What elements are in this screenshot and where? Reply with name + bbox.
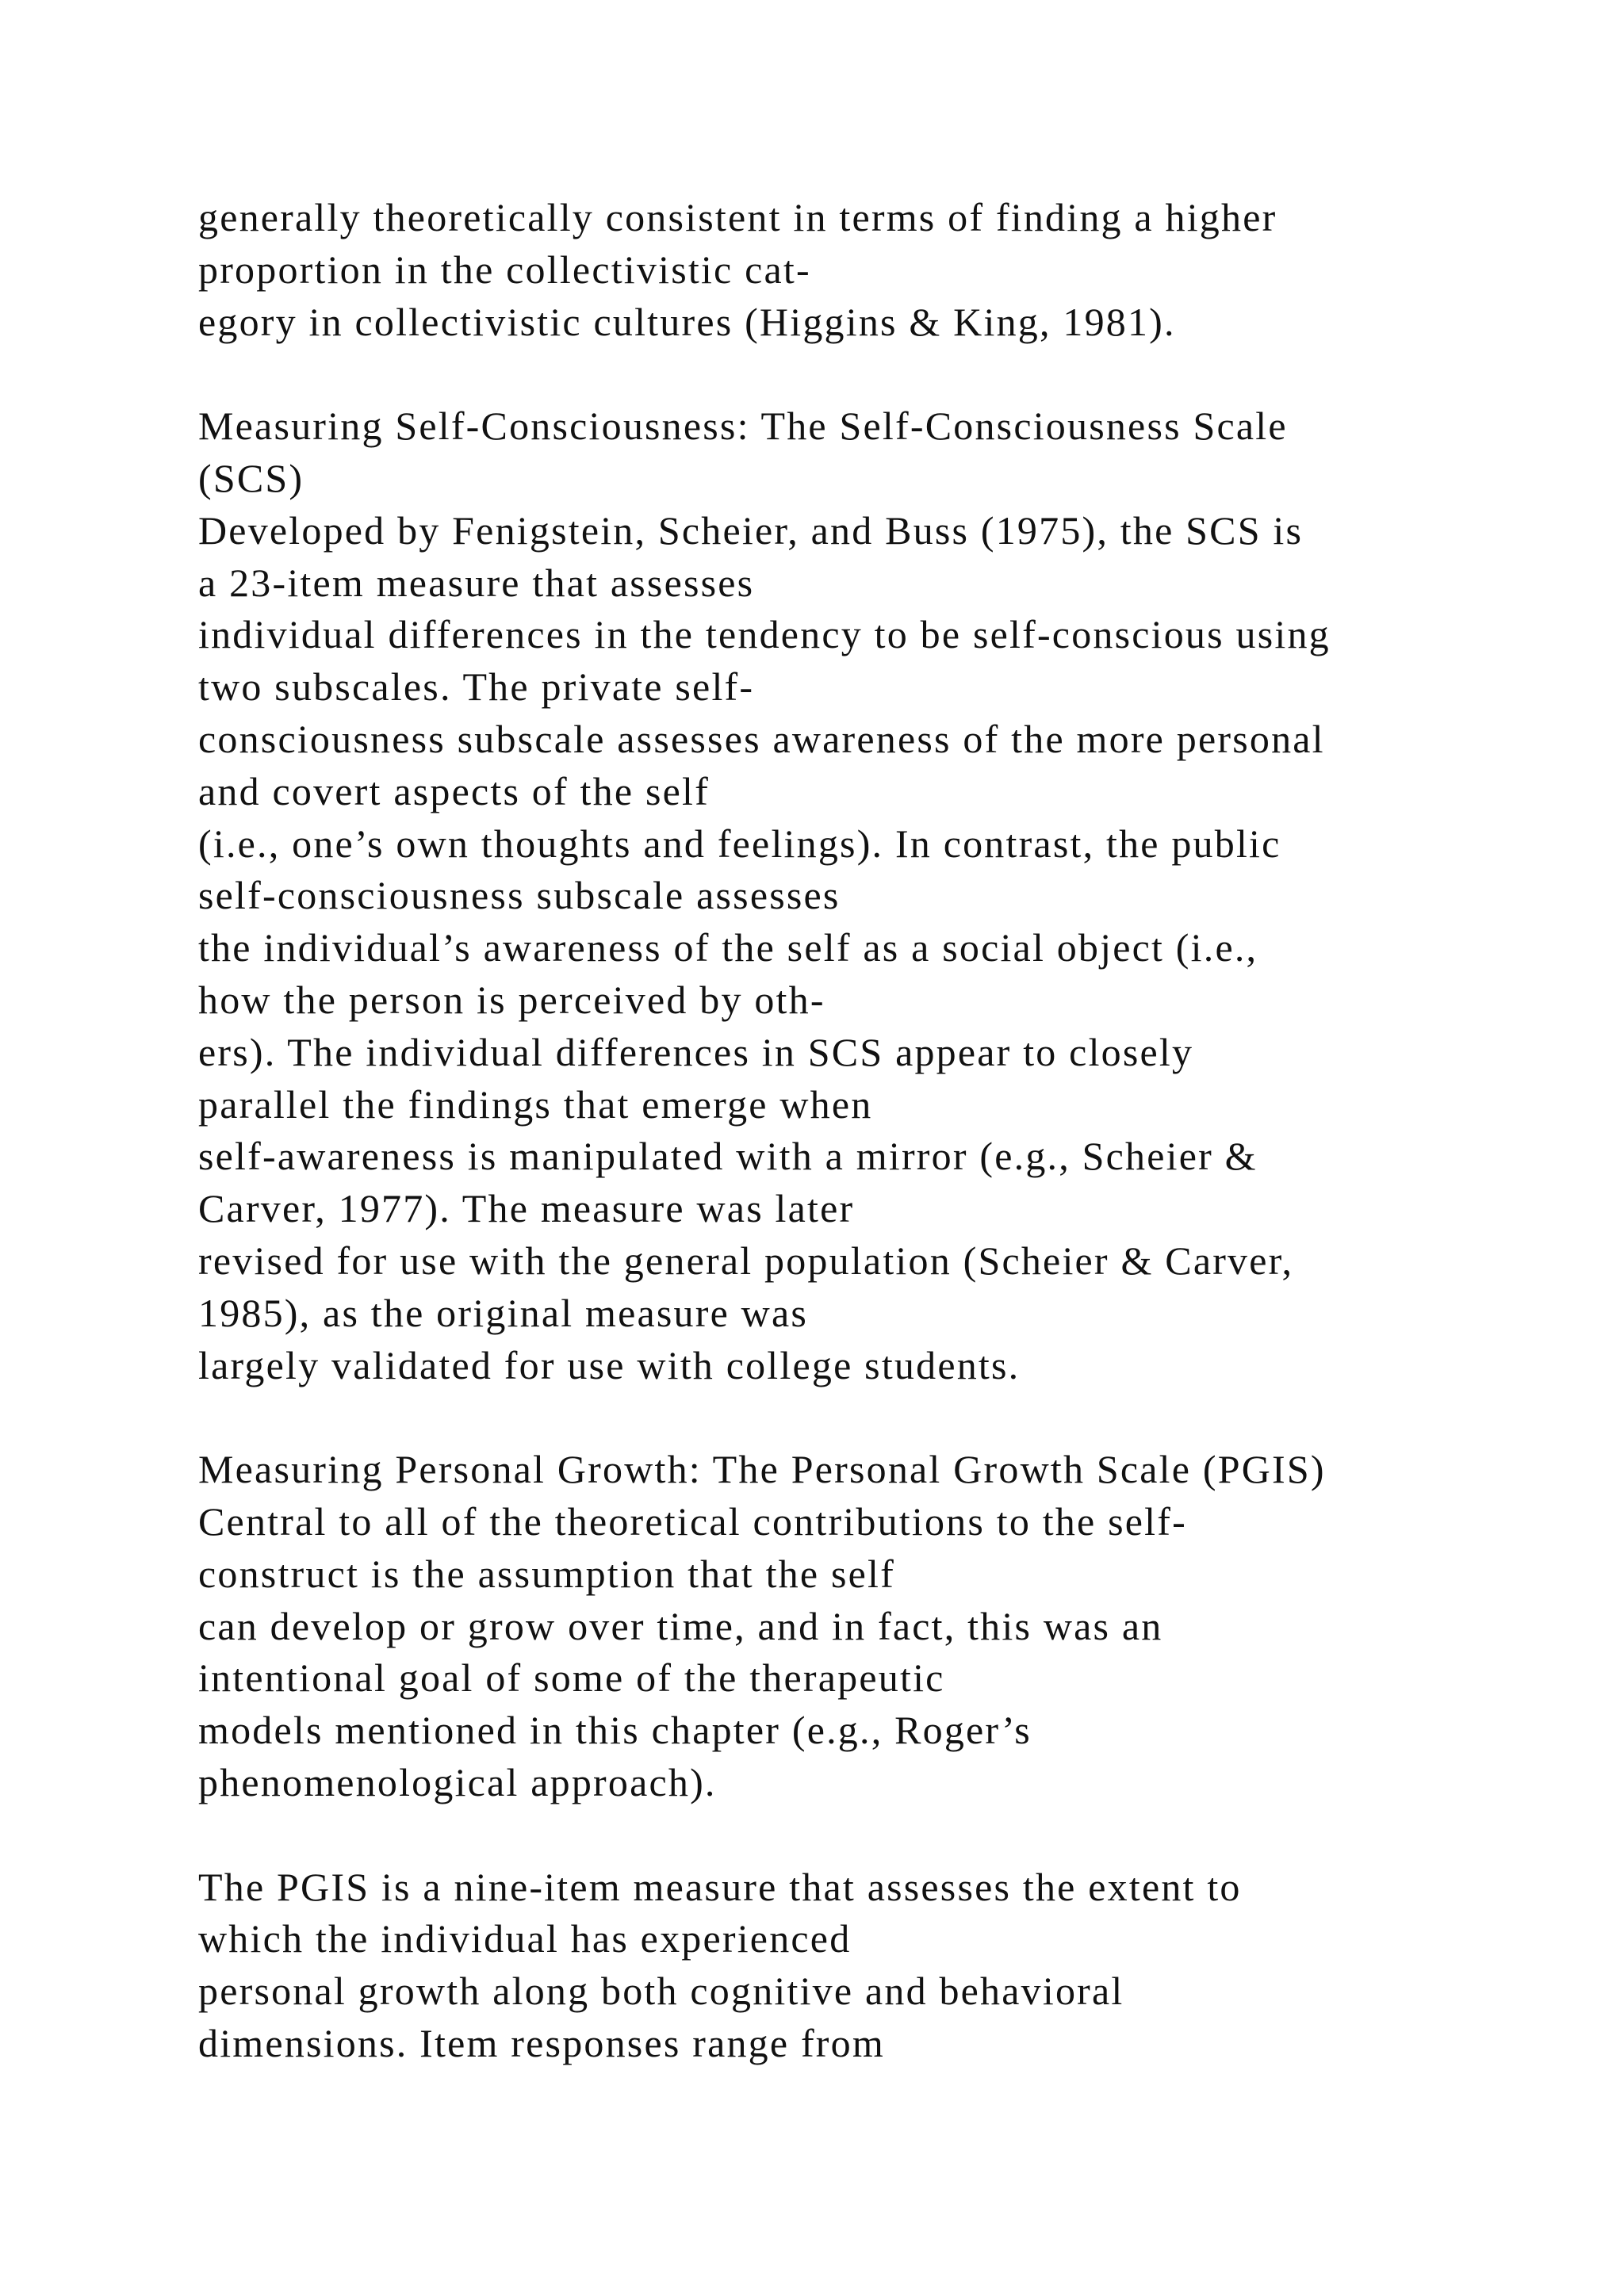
text-line: Carver, 1977). The measure was later — [198, 1186, 855, 1231]
text-line: 1985), as the original measure was — [198, 1290, 809, 1335]
text-line: dimensions. Item responses range from — [198, 2020, 885, 2065]
text-line: the individual’s awareness of the self as a social object (i.e., — [198, 925, 1258, 970]
text-line: construct is the assumption that the self — [198, 1551, 895, 1596]
section-heading-line: Measuring Self-Consciousness: The Self-Consciousness Scale — [198, 404, 1288, 449]
text-line: largely validated for use with college students. — [198, 1342, 1021, 1387]
text-line: personal growth along both cognitive and behavioral — [198, 1969, 1124, 2014]
document-body — [198, 192, 1546, 2070]
text-line: how the person is perceived by oth- — [198, 977, 825, 1022]
text-line: egory in collectivistic cultures (Higgins & King, 1981). — [198, 299, 1176, 344]
text-line: and covert aspects of the self — [198, 768, 710, 813]
text-line: revised for use with the general population (Scheier & Carver, — [198, 1238, 1294, 1283]
text-line: can develop or grow over time, and in fact, this was an — [198, 1603, 1163, 1648]
text-line: a 23-item measure that assesses — [198, 560, 755, 605]
section-heading-line: (SCS) — [198, 455, 304, 500]
text-line: Developed by Fenigstein, Scheier, and Buss (1975), the SCS is — [198, 507, 1304, 553]
text-line: (i.e., one’s own thoughts and feelings). In contrast, the public — [198, 821, 1281, 866]
paragraph-pgis-description — [198, 1862, 1546, 2070]
paragraph-spacer — [198, 1809, 1546, 1862]
text-line: parallel the findings that emerge when — [198, 1081, 873, 1127]
text-line: Central to all of the theoretical contributions to the self- — [198, 1498, 1187, 1544]
text-line: which the individual has experienced — [198, 1916, 852, 1961]
text-line: generally theoretically consistent in terms of finding a higher — [198, 195, 1277, 239]
paragraph-spacer — [198, 1391, 1546, 1444]
text-line: individual differences in the tendency to be self-conscious using — [198, 612, 1331, 657]
text-line: consciousness subscale assesses awareness of the more personal — [198, 716, 1325, 761]
text-line: intentional goal of some of the therapeutic — [198, 1655, 945, 1701]
text-line: ers). The individual differences in SCS appear to closely — [198, 1029, 1194, 1074]
text-line: two subscales. The private self- — [198, 664, 755, 710]
text-line: The PGIS is a nine-item measure that assesses the extent to — [198, 1864, 1242, 1909]
paragraph-self-consciousness-scale — [198, 400, 1546, 1391]
paragraph-spacer — [198, 348, 1546, 400]
section-heading-line: Measuring Personal Growth: The Personal Growth Scale (PGIS) — [198, 1447, 1326, 1492]
text-line: models mentioned in this chapter (e.g., Roger’s — [198, 1708, 1032, 1753]
text-line: phenomenological approach). — [198, 1759, 717, 1804]
paragraph-personal-growth-scale — [198, 1444, 1546, 1809]
paragraph-collectivistic — [198, 192, 1546, 348]
text-line: self-awareness is manipulated with a mirror (e.g., Scheier & — [198, 1134, 1258, 1179]
text-line: proportion in the collectivistic cat- — [198, 247, 811, 292]
text-line: self-consciousness subscale assesses — [198, 873, 841, 918]
